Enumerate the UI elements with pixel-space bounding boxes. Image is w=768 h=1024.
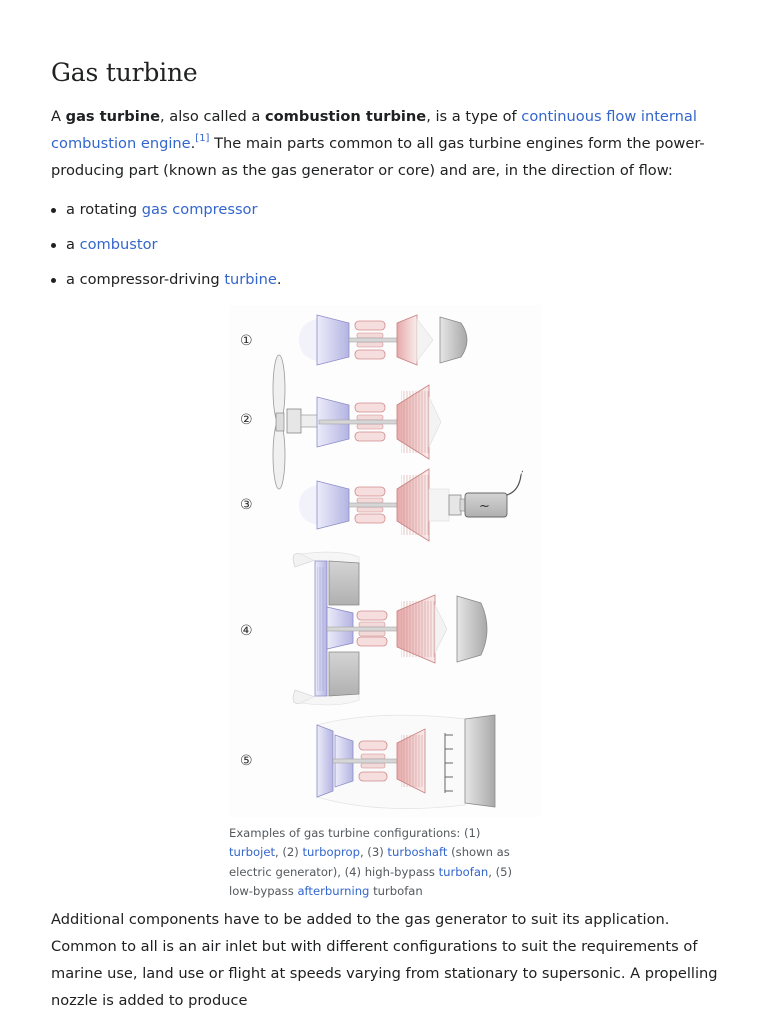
link-afterburning[interactable]: afterburning <box>297 883 370 898</box>
caption-text: (shown as electric generator), (4) high-bypass <box>229 845 510 879</box>
link-gas-compressor[interactable]: gas compressor <box>141 201 258 218</box>
turboprop-diagram <box>240 355 441 489</box>
intro-text: The main parts common to all gas turbine engines form the power-producing part (known as the gas generator or core) and are, in the direction of flow: <box>51 135 705 179</box>
intro-paragraph: A gas turbine, also called a combustion turbine, is a type of continuous flow internal combustion engine.[1] The main parts common to all gas turbine engines form the power-producing part (known as the gas generator or core) and are, in the direction of flow: <box>51 108 705 179</box>
link-turboprop[interactable]: turboprop <box>302 845 360 860</box>
link-turbofan[interactable]: turbofan <box>438 864 489 879</box>
term-combustion-turbine: combustion turbine <box>265 108 427 125</box>
reference-link[interactable]: [1] <box>195 133 210 145</box>
list-item-text: a compressor-driving <box>66 271 225 288</box>
diagram-label-3: ③ <box>240 497 253 513</box>
afterburning-turbofan-diagram <box>240 715 495 809</box>
svg-text:~: ~ <box>479 499 490 514</box>
caption-text: Examples of gas turbine configurations: (1) <box>229 826 481 840</box>
diagram-label-5: ⑤ <box>240 753 253 769</box>
list-item <box>51 266 281 301</box>
figure-caption <box>229 824 529 901</box>
intro-text: , also called a <box>160 108 265 125</box>
list-item <box>51 231 281 266</box>
link-turbine[interactable]: turbine <box>224 271 277 288</box>
high-bypass-turbofan-diagram <box>240 552 487 705</box>
link-turbojet[interactable]: turbojet <box>229 845 276 860</box>
link-turboshaft[interactable]: turboshaft <box>387 845 448 860</box>
link-continuous-flow-engine[interactable]: continuous flow internal combustion engine <box>51 108 697 152</box>
diagram-label-2: ② <box>240 412 253 428</box>
link-combustor[interactable]: combustor <box>79 236 158 253</box>
outro-paragraph: Additional components have to be added to the gas generator to suit its application. Common to all is an air inlet but with different configurations to suit the requirements of marine use, land use or flight at speeds varying from stationary to supersonic. A propelling nozzle is added to produce <box>51 911 718 1009</box>
diagram-label-1: ① <box>240 333 253 349</box>
list-item-text: a rotating <box>66 201 142 218</box>
list-item-text: . <box>276 271 282 288</box>
list-item-text: a <box>66 236 80 253</box>
configurations-figure[interactable] <box>229 305 541 817</box>
page-title: Gas turbine <box>51 58 198 87</box>
turbojet-diagram <box>240 315 467 365</box>
caption-text: , (5) low-bypass <box>229 864 513 898</box>
caption-text: turbofan <box>369 883 423 898</box>
list-item <box>51 196 281 231</box>
caption-text: , (2) <box>275 845 303 860</box>
engine-diagrams <box>229 305 541 817</box>
intro-text: A <box>51 108 66 125</box>
intro-text: , is a type of <box>426 108 522 125</box>
diagram-label-4: ④ <box>240 623 253 639</box>
component-list <box>51 196 281 301</box>
caption-text: , (3) <box>359 845 388 860</box>
term-gas-turbine: gas turbine <box>65 108 160 125</box>
